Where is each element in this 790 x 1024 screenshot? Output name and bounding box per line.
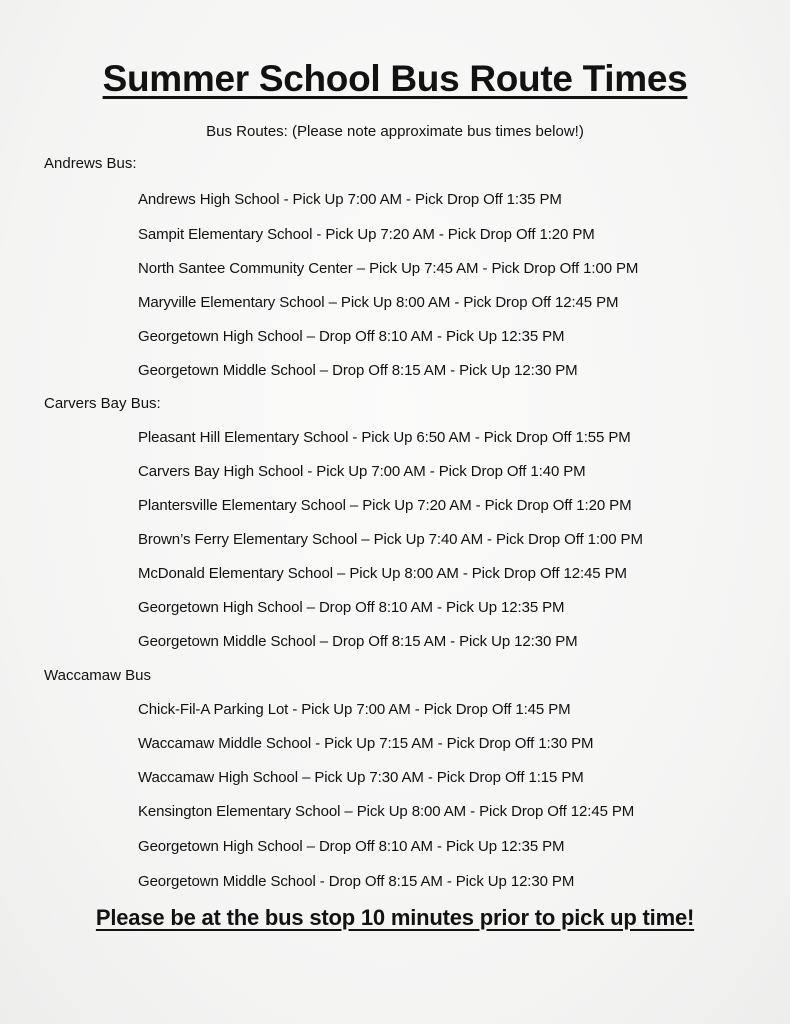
section-label-carvers-bay-bus: Carvers Bay Bus: (44, 395, 161, 412)
page-title: Summer School Bus Route Times (102, 58, 688, 99)
footer-note: Please be at the bus stop 10 minutes prior to pick up time! (95, 905, 695, 930)
section-label-waccamaw-bus: Waccamaw Bus (44, 667, 151, 684)
route-line: McDonald Elementary School – Pick Up 8:00 AM - Pick Drop Off 12:45 PM (138, 565, 627, 582)
route-line: Sampit Elementary School - Pick Up 7:20 AM - Pick Drop Off 1:20 PM (138, 226, 595, 243)
route-line: Pleasant Hill Elementary School - Pick Up 6:50 AM - Pick Drop Off 1:55 PM (138, 429, 631, 446)
route-line: Georgetown Middle School - Drop Off 8:15 AM - Pick Up 12:30 PM (138, 873, 575, 890)
route-line: Georgetown High School – Drop Off 8:10 AM - Pick Up 12:35 PM (138, 599, 565, 616)
route-line: Georgetown Middle School – Drop Off 8:15 AM - Pick Up 12:30 PM (138, 633, 578, 650)
route-line: Brown’s Ferry Elementary School – Pick Up 7:40 AM - Pick Drop Off 1:00 PM (138, 531, 643, 548)
section-label-andrews-bus: Andrews Bus: (44, 155, 137, 172)
route-line: Andrews High School - Pick Up 7:00 AM - Pick Drop Off 1:35 PM (138, 191, 562, 208)
route-line: Georgetown High School – Drop Off 8:10 AM - Pick Up 12:35 PM (138, 838, 565, 855)
route-line: Kensington Elementary School – Pick Up 8:00 AM - Pick Drop Off 12:45 PM (138, 803, 635, 820)
route-line: Maryville Elementary School – Pick Up 8:00 AM - Pick Drop Off 12:45 PM (138, 294, 619, 311)
page-subtitle: Bus Routes: (Please note approximate bus times below!) (206, 123, 584, 140)
route-line: Georgetown High School – Drop Off 8:10 AM - Pick Up 12:35 PM (138, 328, 565, 345)
route-line: Plantersville Elementary School – Pick Up 7:20 AM - Pick Drop Off 1:20 PM (138, 497, 632, 514)
route-line: Waccamaw High School – Pick Up 7:30 AM - Pick Drop Off 1:15 PM (138, 769, 584, 786)
route-line: Chick-Fil-A Parking Lot - Pick Up 7:00 AM - Pick Drop Off 1:45 PM (138, 701, 571, 718)
route-line: North Santee Community Center – Pick Up 7:45 AM - Pick Drop Off 1:00 PM (138, 260, 639, 277)
route-line: Waccamaw Middle School - Pick Up 7:15 AM - Pick Drop Off 1:30 PM (138, 735, 594, 752)
route-line: Georgetown Middle School – Drop Off 8:15 AM - Pick Up 12:30 PM (138, 362, 578, 379)
route-line: Carvers Bay High School - Pick Up 7:00 AM - Pick Drop Off 1:40 PM (138, 463, 586, 480)
